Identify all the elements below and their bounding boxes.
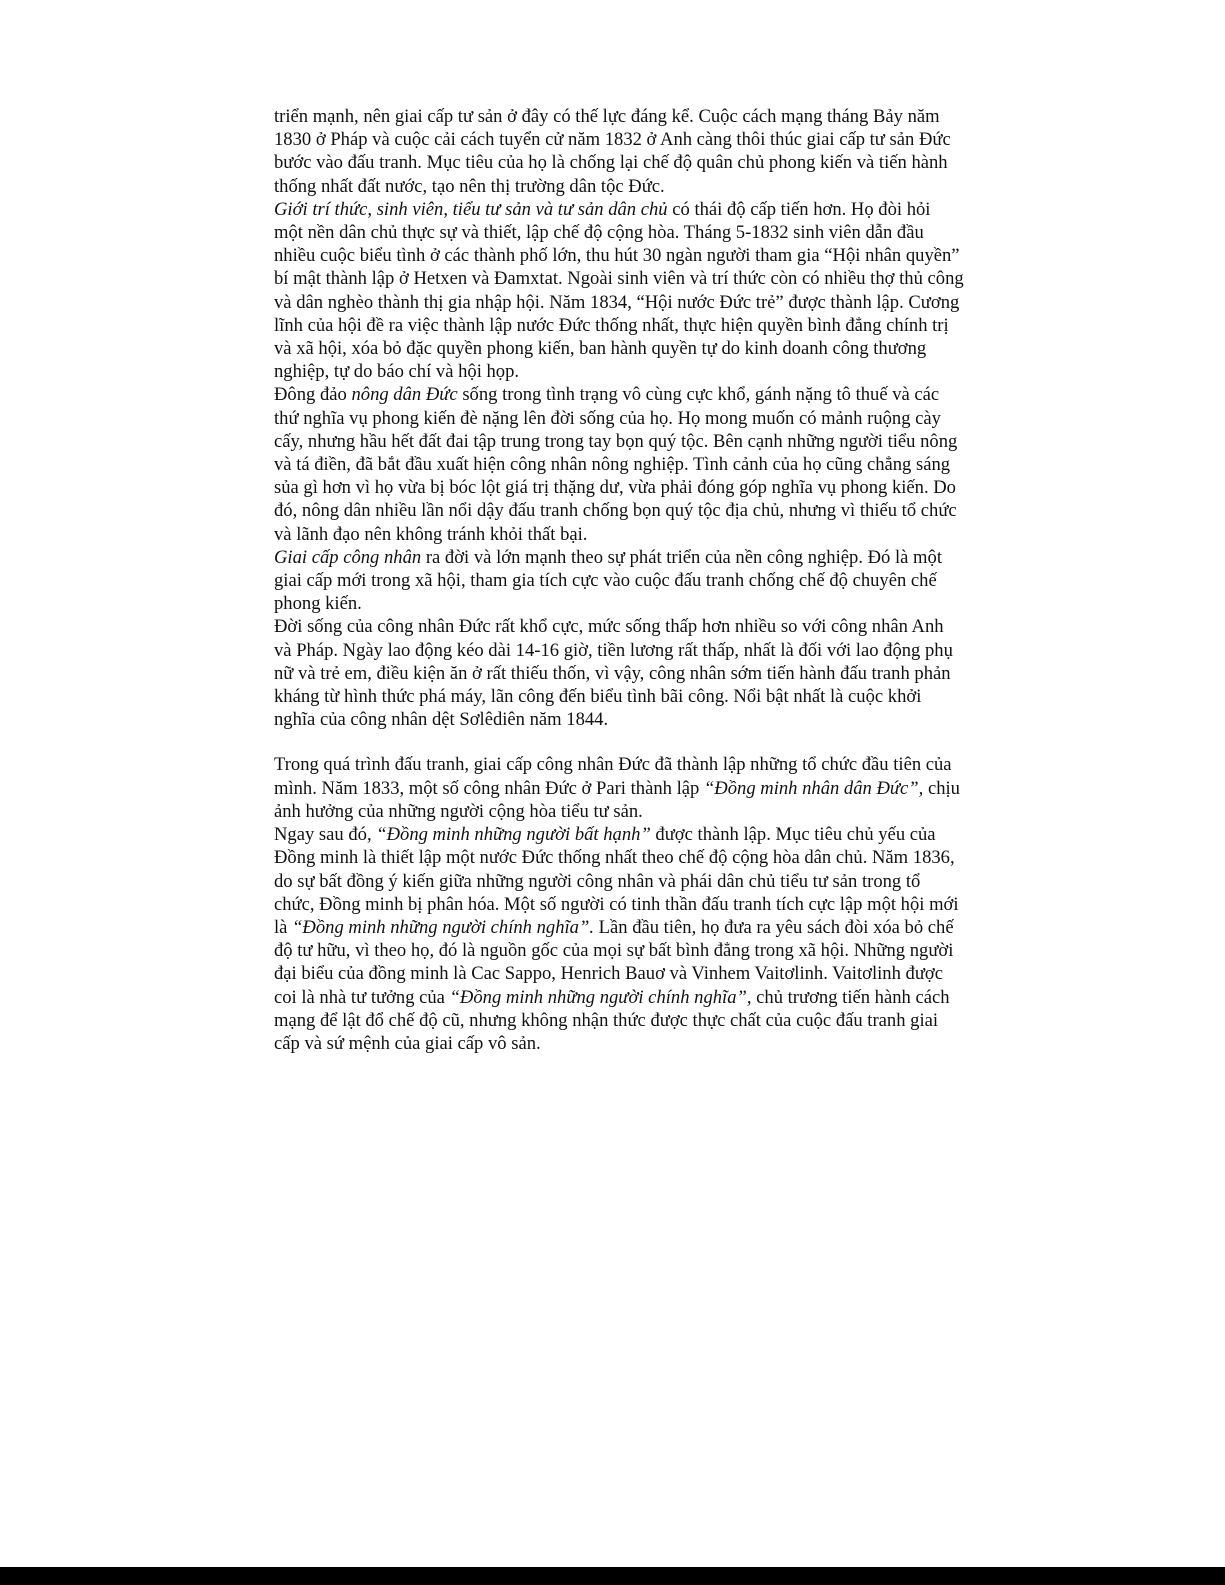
paragraph-text: chủ trương tiến hành cách mạng để lật đổ chế độ cũ, nhưng không nhận thức được thực chất của cuộc đấu tranh giai cấp và sứ mệnh của giai cấp vô sản.	[274, 986, 950, 1054]
paragraph-italic-text: Giai cấp công nhân	[274, 546, 422, 568]
paragraph-text: Đời sống của công nhân Đức rất khổ cực, mức sống thấp hơn nhiều so với công nhân Anh và Pháp. Ngày lao động kéo dài 14-16 giờ, tiền lương rất thấp, nhất là đối với lao động phụ nữ và trẻ em, điều kiện ăn ở rất thiếu thốn, vì vậy, công nhân sớm tiến hành đấu tranh phản kháng từ hình thức phá máy, lãn công đến biểu tình bãi công. Nổi bật nhất là cuộc khởi nghĩa của công nhân dệt Sơlêdiên năm 1844.	[274, 616, 953, 731]
paragraph	[274, 615, 964, 731]
paragraph-text: triển mạnh, nên giai cấp tư sản ở đây có thế lực đáng kể. Cuộc cách mạng tháng Bảy năm 1830 ở Pháp và cuộc cải cách tuyển cử năm 1832 ở Anh càng thôi thúc giai cấp tư sản Đức bước vào đấu tranh. Mục tiêu của họ là chống lại chế độ quân chủ phong kiến và tiến hành thống nhất đất nước, tạo nên thị trường dân tộc Đức.	[274, 106, 951, 197]
paragraph-italic-text: “Đồng minh những người bất hạnh”	[376, 824, 651, 846]
paragraph-italic-text: “Đồng minh nhân dân Đức”,	[703, 777, 924, 799]
paragraph-text: có thái độ cấp tiến hơn. Họ đòi hỏi một nền dân chủ thực sự và thiết, lập chế độ cộng hòa. Tháng 5-1832 sinh viên dẫn đầu nhiều cuộc biểu tình ở các thành phố lớn, thu hút 30 ngàn người tham gia “Hội nhân quyền” bí mật thành lập ở Hetxen và Đamxtat. Ngoài sinh viên và trí thức còn có nhiều thợ thủ công và dân nghèo thành thị gia nhập hội. Năm 1834, “Hội nước Đức trẻ” được thành lập. Cương lĩnh của hội đề ra việc thành lập nước Đức thống nhất, thực hiện quyền bình đẳng chính trị và xã hội, xóa bỏ đặc quyền phong kiến, ban hành quyền tự do kinh doanh công thương nghiệp, tự do báo chí và hội họp.	[274, 198, 964, 383]
paragraph	[274, 546, 964, 616]
paragraph	[274, 105, 964, 198]
paragraph	[274, 823, 964, 1055]
paragraph	[274, 198, 964, 384]
paragraph-text: sống trong tình trạng vô cùng cực khổ, gánh nặng tô thuế và các thứ nghĩa vụ phong kiến đè nặng lên đời sống của họ. Họ mong muốn có mảnh ruộng cày cấy, nhưng hầu hết đất đai tập trung trong tay bọn quý tộc. Bên cạnh những người tiểu nông và tá điền, đã bắt đầu xuất hiện công nhân nông nghiệp. Tình cảnh của họ cũng chẳng sáng sủa gì hơn vì họ vừa bị bóc lột giá trị thặng dư, vừa phải đóng góp nghĩa vụ phong kiến. Do đó, nông dân nhiều lần nổi dậy đấu tranh chống bọn quý tộc địa chủ, nhưng vì thiếu tổ chức và lãnh đạo nên không tránh khỏi thất bại.	[274, 384, 958, 545]
paragraph	[274, 383, 964, 545]
paragraph-text: được thành lập. Mục tiêu chủ yếu của Đồng minh là thiết lập một nước Đức thống nhất theo chế độ cộng hòa dân chủ. Năm 1836, do sự bất đồng ý kiến giữa những người công nhân và phái dân chủ tiểu tư sản trong tổ chức, Đồng minh bị phân hóa. Một số người có tinh thần đấu tranh tích cực lập một hội mới là	[274, 824, 959, 938]
paragraph-text: ra đời và lớn mạnh theo sự phát triển của nền công nghiệp. Đó là một giai cấp mới trong xã hội, tham gia tích cực vào cuộc đấu tranh chống chế độ chuyên chế phong kiến.	[274, 546, 942, 615]
paragraph-text: Ngay sau đó,	[274, 824, 377, 846]
paragraph-text: chịu ảnh hưởng của những người cộng hòa tiểu tư sản.	[274, 777, 960, 822]
paragraph-italic-text: nông dân Đức	[351, 384, 458, 406]
paragraph-italic-text: “Đồng minh những người chính nghĩa”.	[292, 916, 594, 938]
paragraph-italic-text: Giới trí thức, sinh viên, tiểu tư sản và tư sản dân chủ	[274, 198, 668, 220]
paragraph-italic-text: “Đồng minh những người chính nghĩa”,	[449, 986, 752, 1008]
page-bottom-border	[0, 1567, 1225, 1585]
paragraph-text: Trong quá trình đấu tranh, giai cấp công nhân Đức đã thành lập những tổ chức đầu tiên của mình. Năm 1833, một số công nhân Đức ở Pari thành lập	[274, 754, 952, 799]
paragraph	[274, 753, 964, 823]
document-page	[274, 105, 964, 1055]
paragraph-text: Đông đảo	[274, 384, 352, 406]
paragraph-text: Lần đầu tiên, họ đưa ra yêu sách đòi xóa bỏ chế độ tư hữu, vì theo họ, đó là nguồn gốc của mọi sự bất bình đẳng trong xã hội. Những người đại biểu của đồng minh là Cac Sappo, Henrich Bauơ và Vinhem Vaitơlinh. Vaitơlinh được coi là nhà tư tưởng của	[274, 916, 954, 1008]
